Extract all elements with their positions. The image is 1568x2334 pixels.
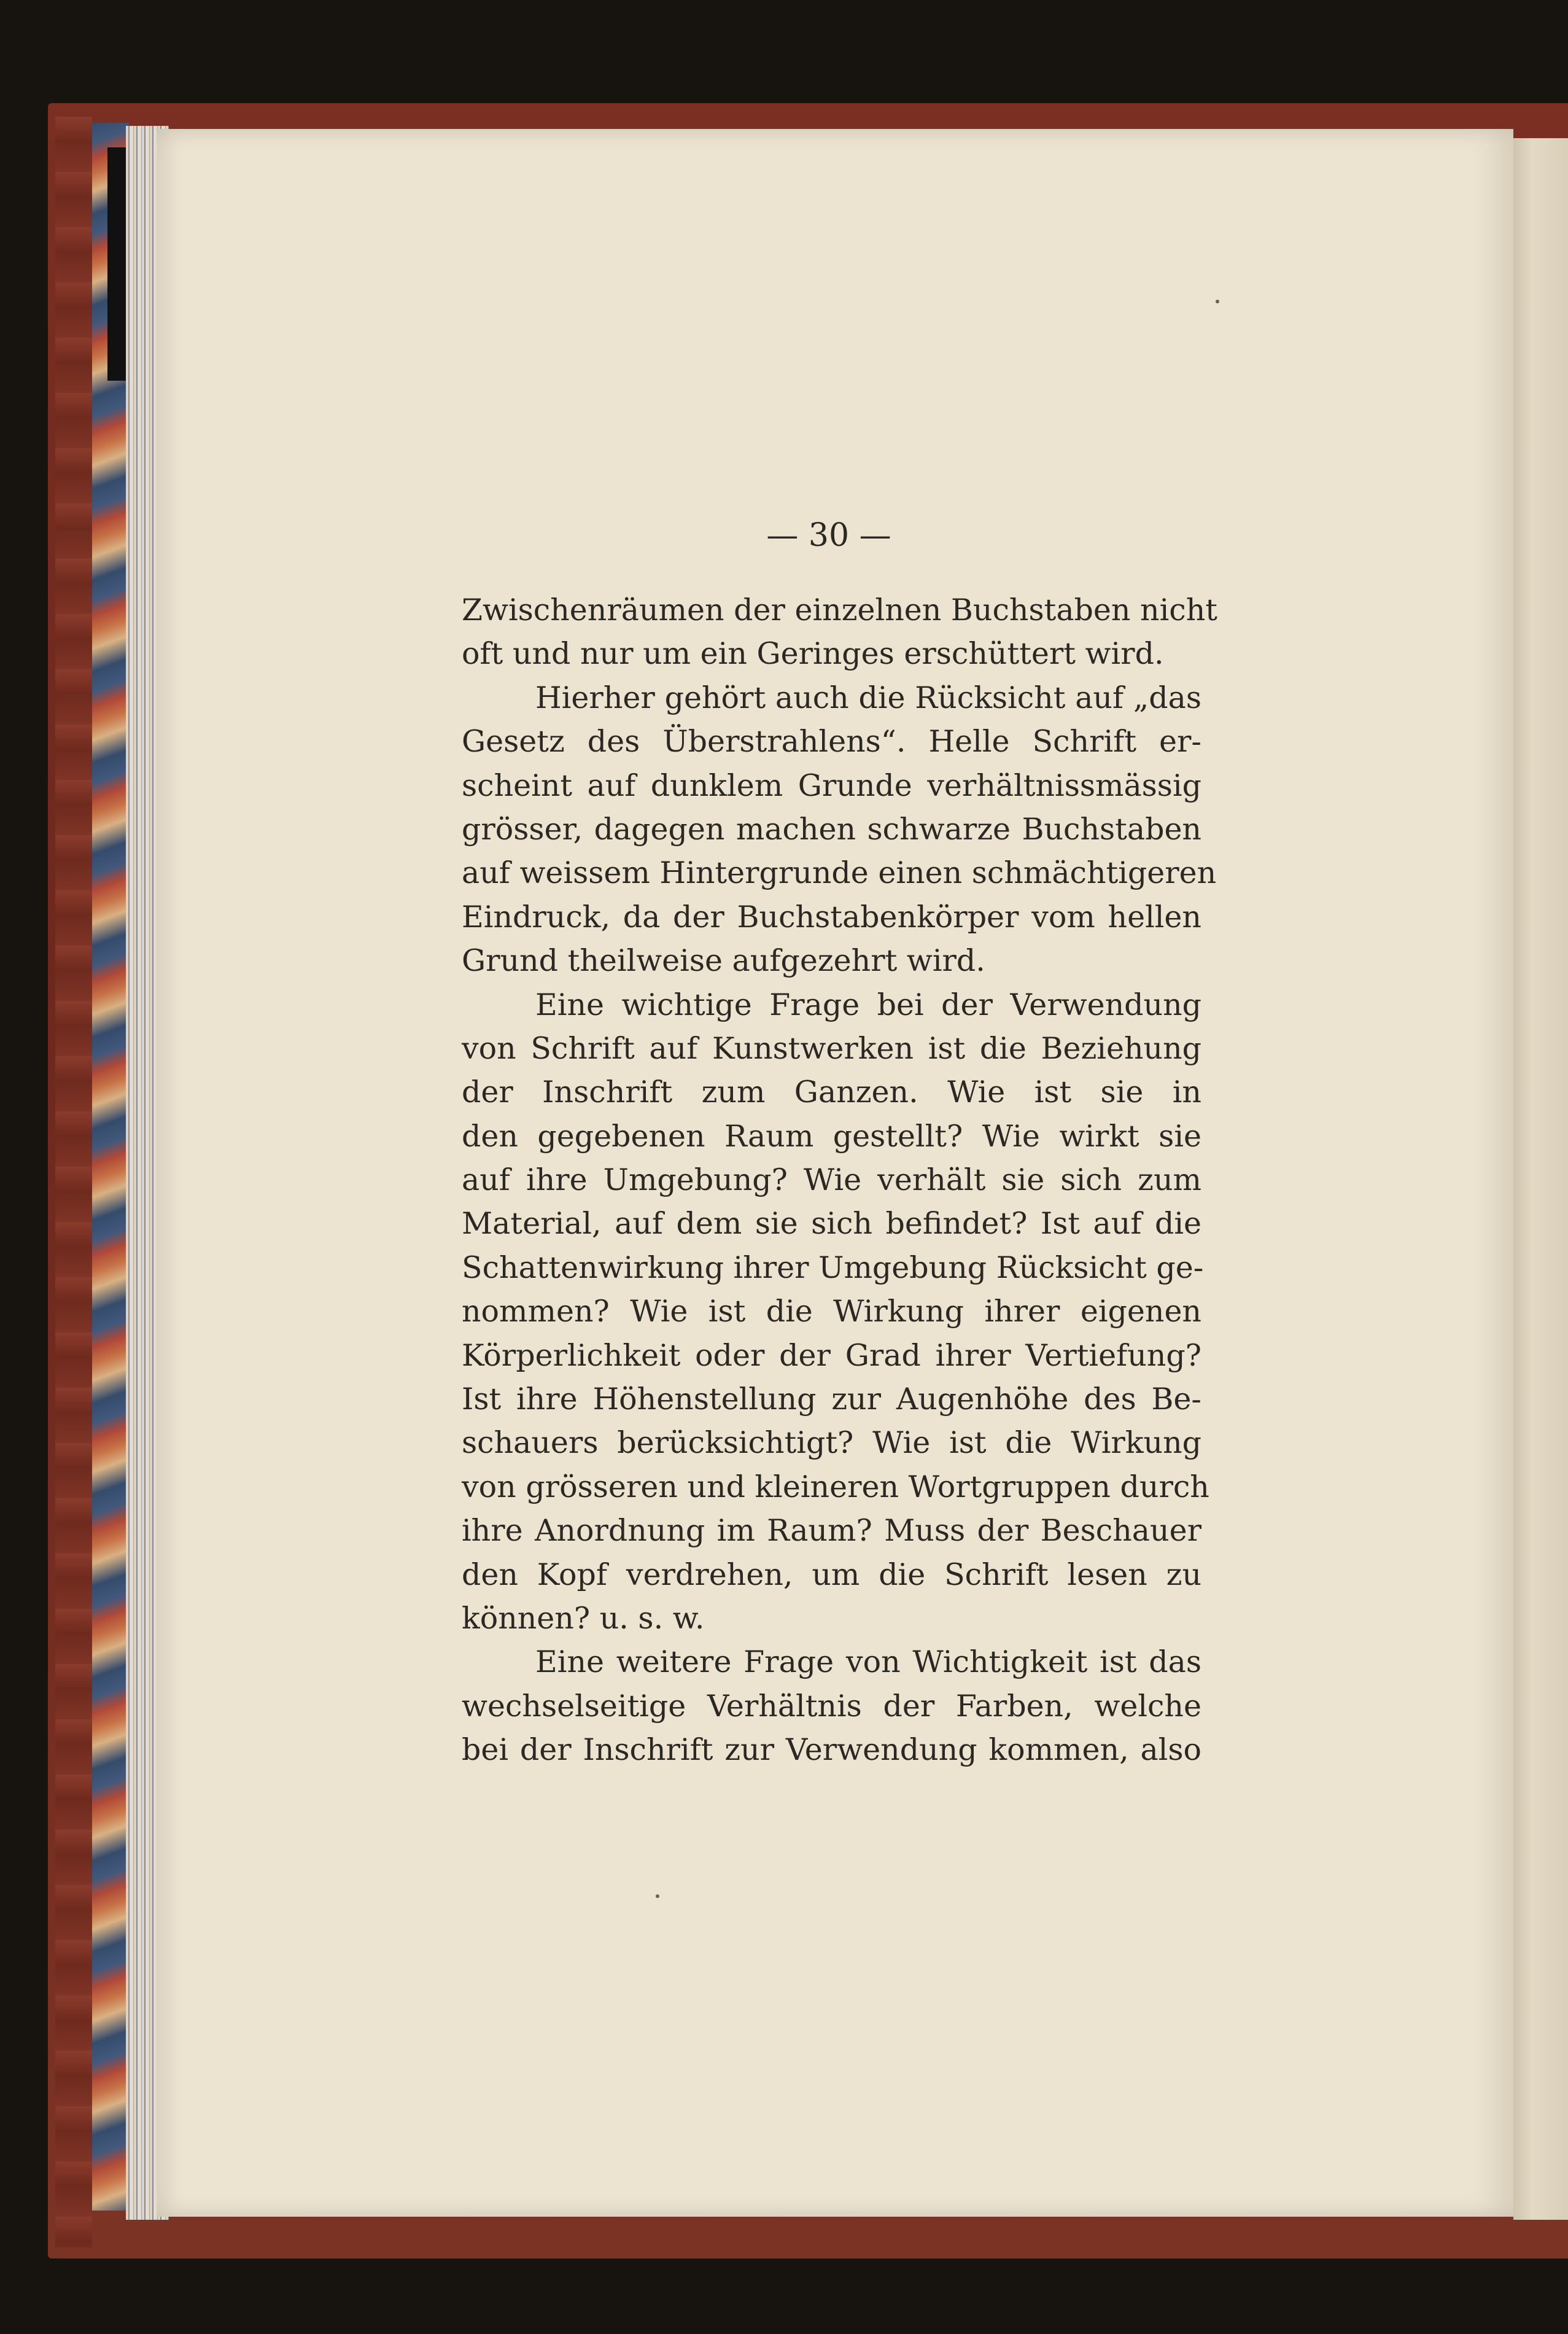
body-text — [462, 588, 1217, 1772]
text-line: von grösseren und kleineren Wortgruppen durch — [462, 1469, 1209, 1504]
text-line: Eine wichtige Frage bei der Verwendung — [535, 987, 1201, 1022]
text-line: Körperlichkeit oder der Grad ihrer Vertiefung? — [462, 1337, 1201, 1373]
text-line: auf weissem Hintergrunde einen schmächtigeren — [462, 855, 1217, 891]
text-line: scheint auf dunklem Grunde verhältnissmässig — [462, 768, 1201, 803]
text-line: wechselseitige Verhältnis der Farben, welche — [462, 1688, 1201, 1724]
text-line: nommen? Wie ist die Wirkung ihrer eigenen — [462, 1294, 1201, 1329]
text-line: Material, auf dem sie sich befindet? Ist auf die — [462, 1206, 1201, 1242]
text-line: oft und nur um ein Geringes erschüttert wird. — [462, 636, 1164, 672]
text-line: den Kopf verdrehen, um die Schrift lesen zu — [462, 1557, 1201, 1592]
paper-speck — [1216, 300, 1219, 303]
text-line: Gesetz des Überstrahlens“. Helle Schrift er- — [462, 724, 1201, 760]
text-line: grösser, dagegen machen schwarze Buchstaben — [462, 811, 1201, 847]
text-line: Ist ihre Höhenstellung zur Augenhöhe des Be- — [462, 1382, 1201, 1417]
text-line: können? u. s. w. — [462, 1600, 705, 1636]
text-line: Hierher gehört auch die Rücksicht auf „das — [535, 680, 1201, 715]
paper-speck — [656, 1894, 659, 1898]
marbled-endpaper — [92, 123, 129, 2211]
cover-spine-edge — [55, 117, 92, 2247]
text-line: Eine weitere Frage von Wichtigkeit ist das — [535, 1644, 1201, 1680]
text-line: der Inschrift zum Ganzen. Wie ist sie in — [462, 1075, 1201, 1110]
next-page-edge — [1513, 138, 1568, 2220]
text-line: auf ihre Umgebung? Wie verhält sie sich zum — [462, 1162, 1201, 1198]
text-line: Zwischenräumen der einzelnen Buchstaben nicht — [462, 593, 1217, 628]
page-number: — 30 — — [766, 517, 891, 554]
text-line: Grund theilweise aufgezehrt wird. — [462, 943, 985, 979]
endpaper-shadow — [107, 147, 126, 381]
text-line: schauers berücksichtigt? Wie ist die Wirkung — [462, 1425, 1201, 1461]
text-line: bei der Inschrift zur Verwendung kommen, also — [462, 1732, 1201, 1768]
text-line: Schattenwirkung ihrer Umgebung Rücksicht ge- — [462, 1250, 1204, 1285]
text-line: von Schrift auf Kunstwerken ist die Beziehung — [462, 1030, 1201, 1066]
text-line: Eindruck, da der Buchstabenkörper vom hellen — [462, 899, 1201, 935]
text-line: ihre Anordnung im Raum? Muss der Beschauer — [462, 1513, 1201, 1549]
text-line: den gegebenen Raum gestellt? Wie wirkt sie — [462, 1118, 1201, 1154]
